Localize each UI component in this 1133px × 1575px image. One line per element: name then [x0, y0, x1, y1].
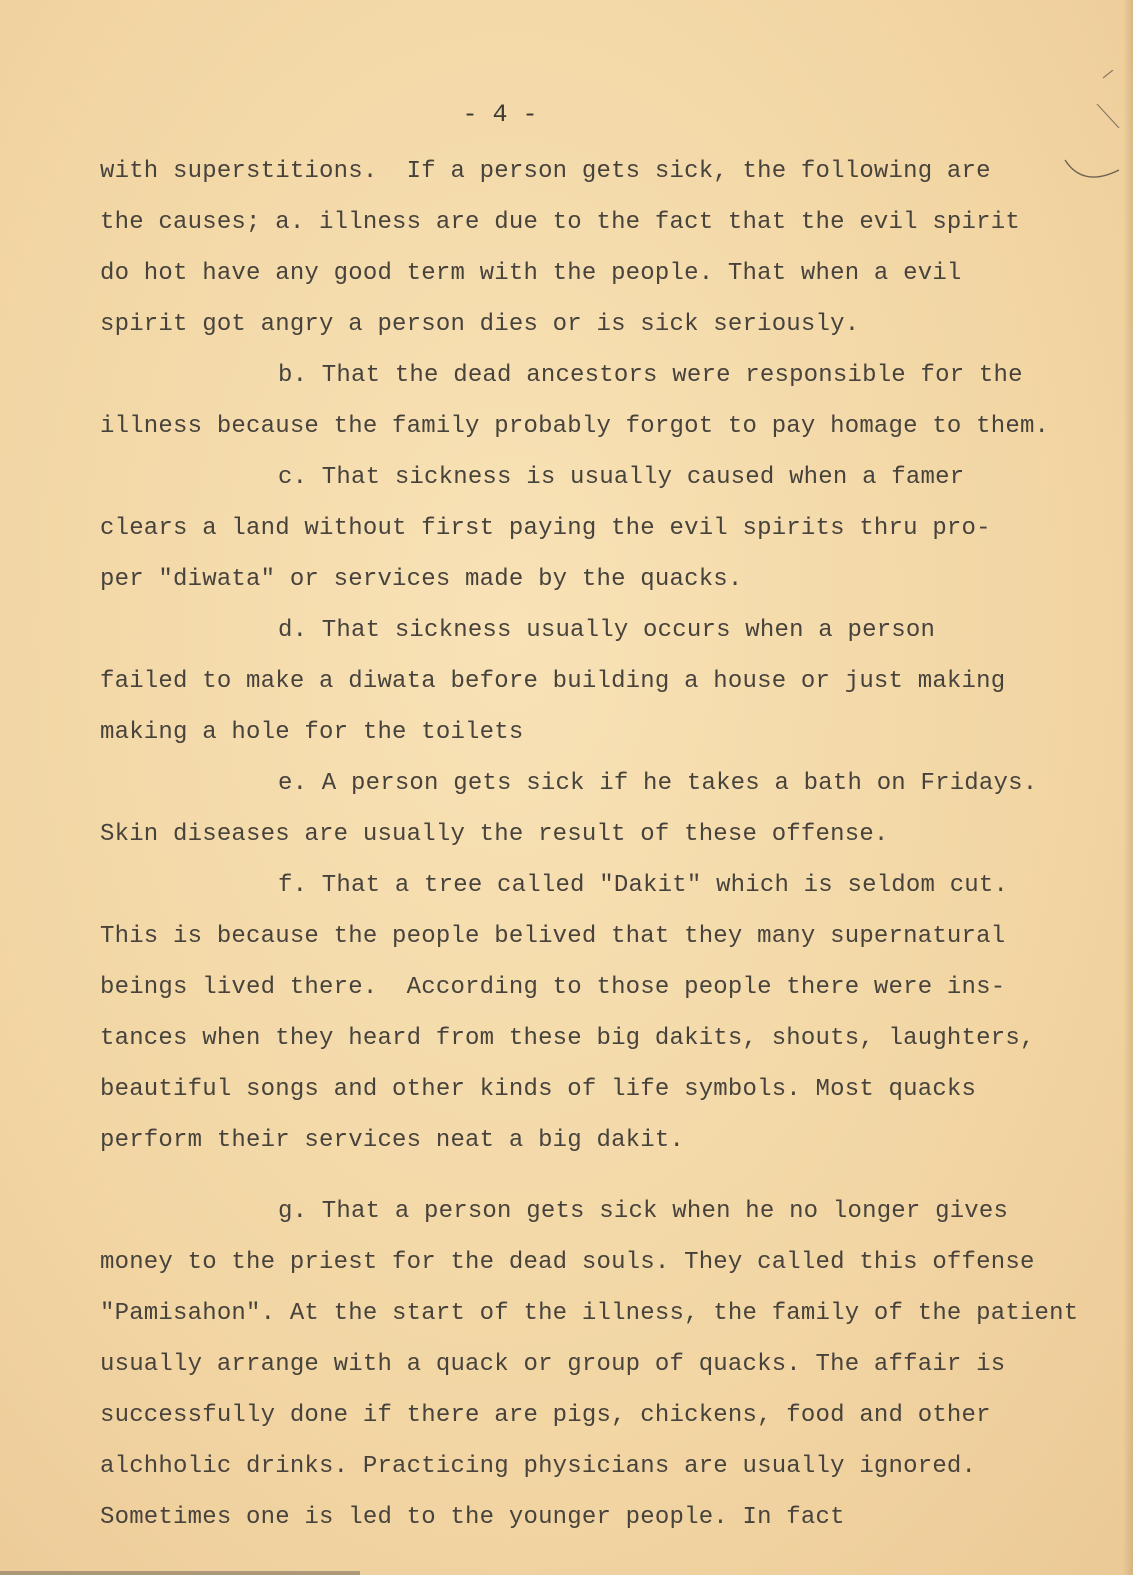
text-line: beautiful songs and other kinds of life symbols. Most quacks: [100, 1076, 977, 1103]
page-number: - 4 -: [462, 100, 538, 129]
text-line: perform their services neat a big dakit.: [100, 1127, 685, 1154]
text-line: successfully done if there are pigs, chickens, food and other: [100, 1402, 991, 1429]
text-line: making a hole for the toilets: [100, 719, 524, 746]
text-line: tances when they heard from these big dakits, shouts, laughters,: [100, 1025, 1035, 1052]
text-line: failed to make a diwata before building a house or just making: [100, 668, 1006, 695]
text-line: c. That sickness is usually caused when a famer: [278, 464, 965, 491]
text-line: This is because the people belived that they many supernatural: [100, 923, 1006, 950]
text-line: beings lived there. According to those people there were ins-: [100, 974, 1006, 1001]
text-line: alchholic drinks. Practicing physicians are usually ignored.: [100, 1453, 977, 1480]
text-line: b. That the dead ancestors were responsible for the: [278, 362, 1023, 389]
text-line: clears a land without first paying the evil spirits thru pro-: [100, 515, 991, 542]
text-line: f. That a tree called "Dakit" which is seldom cut.: [278, 872, 1009, 899]
text-line: with superstitions. If a person gets sick, the following are: [100, 158, 991, 185]
text-line: illness because the family probably forgot to pay homage to them.: [100, 413, 1050, 440]
text-line: per "diwata" or services made by the quacks.: [100, 566, 743, 593]
text-line: usually arrange with a quack or group of quacks. The affair is: [100, 1351, 1006, 1378]
text-line: g. That a person gets sick when he no longer gives: [278, 1198, 1009, 1225]
page-edge-shadow: [1123, 0, 1133, 1575]
text-line: Sometimes one is led to the younger people. In fact: [100, 1504, 845, 1531]
bottom-edge-strip: [0, 1571, 360, 1575]
text-line: Skin diseases are usually the result of these offense.: [100, 821, 889, 848]
text-line: d. That sickness usually occurs when a person: [278, 617, 936, 644]
text-line: do hot have any good term with the people. That when a evil: [100, 260, 962, 287]
text-line: e. A person gets sick if he takes a bath on Fridays.: [278, 770, 1038, 797]
text-line: spirit got angry a person dies or is sick seriously.: [100, 311, 860, 338]
pencil-mark-icon: [1063, 70, 1123, 200]
text-line: "Pamisahon". At the start of the illness, the family of the patient: [100, 1300, 1079, 1327]
text-line: the causes; a. illness are due to the fact that the evil spirit: [100, 209, 1020, 236]
text-line: money to the priest for the dead souls. They called this offense: [100, 1249, 1035, 1276]
